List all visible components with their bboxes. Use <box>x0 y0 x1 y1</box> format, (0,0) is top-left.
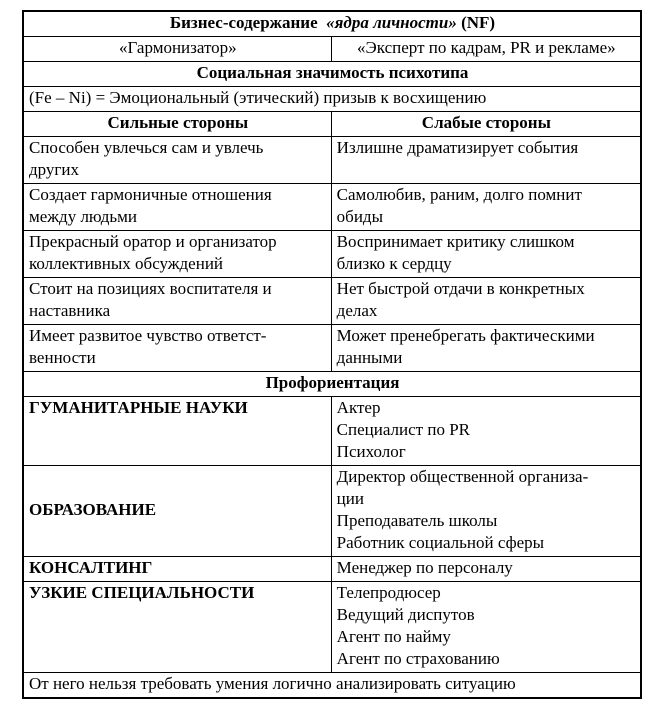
social-header: Социальная значимость психотипа <box>23 62 641 87</box>
footer-row <box>23 673 641 699</box>
title-suffix: (NF) <box>461 13 496 32</box>
trait-row <box>23 184 641 231</box>
job-item: ции <box>336 489 364 508</box>
trait-line: наставника <box>29 301 111 320</box>
columns-header-row <box>23 112 641 137</box>
trait-line: Может пренебрегать фактическими <box>336 326 595 345</box>
weak-trait <box>331 184 641 231</box>
social-text: (Fe – Ni) = Эмоциональный (этический) призыв к восхищению <box>23 87 641 112</box>
title-prefix: Бизнес-содержание <box>169 13 318 32</box>
career-jobs <box>331 466 641 557</box>
title-row <box>23 11 641 37</box>
job-item: Агент по найму <box>336 627 451 646</box>
trait-line: данными <box>336 348 403 367</box>
table-title <box>23 11 641 37</box>
trait-line: других <box>29 160 79 179</box>
trait-line: делах <box>336 301 378 320</box>
career-area: ОБРАЗОВАНИЕ <box>23 466 331 557</box>
document <box>22 10 642 699</box>
career-jobs <box>331 557 641 582</box>
career-jobs <box>331 582 641 673</box>
social-header-row <box>23 62 641 87</box>
role-left: «Гармонизатор» <box>23 37 331 62</box>
strong-trait <box>23 184 331 231</box>
trait-row <box>23 325 641 372</box>
weak-trait <box>331 325 641 372</box>
job-item: Преподаватель школы <box>336 511 498 530</box>
trait-line: Стоит на позициях воспитателя и <box>29 279 272 298</box>
footer-note: От него нельзя требовать умения логично анализировать ситуацию <box>23 673 641 699</box>
career-jobs <box>331 397 641 466</box>
strong-header: Сильные стороны <box>23 112 331 137</box>
strong-trait <box>23 137 331 184</box>
trait-row <box>23 137 641 184</box>
trait-line: между людьми <box>29 207 138 226</box>
job-item: Специалист по PR <box>336 420 470 439</box>
weak-trait <box>331 278 641 325</box>
trait-line: Воспринимает критику слишком <box>336 232 575 251</box>
strong-trait <box>23 231 331 278</box>
social-text-row <box>23 87 641 112</box>
trait-line: обиды <box>336 207 383 226</box>
trait-line: близко к сердцу <box>336 254 452 273</box>
trait-line: Излишне драматизирует события <box>336 138 579 157</box>
trait-line: Прекрасный оратор и организатор <box>29 232 277 251</box>
trait-line: Имеет развитое чувство ответст- <box>29 326 267 345</box>
job-item: Директор общественной организа- <box>336 467 589 486</box>
trait-line: венности <box>29 348 96 367</box>
career-row <box>23 397 641 466</box>
trait-row <box>23 231 641 278</box>
job-item: Менеджер по персоналу <box>336 558 513 577</box>
job-item: Психолог <box>336 442 406 461</box>
job-item: Агент по страхованию <box>336 649 500 668</box>
title-italic: «ядра личности» <box>326 13 457 32</box>
role-right: «Эксперт по кадрам, PR и рекламе» <box>331 37 641 62</box>
trait-line: Самолюбив, раним, долго помнит <box>336 185 582 204</box>
strong-trait <box>23 325 331 372</box>
trait-line: коллективных обсуждений <box>29 254 224 273</box>
trait-line: Нет быстрой отдачи в конкретных <box>336 279 585 298</box>
weak-trait <box>331 231 641 278</box>
career-header-row <box>23 372 641 397</box>
trait-line: Создает гармоничные отношения <box>29 185 272 204</box>
career-area: ГУМАНИТАРНЫЕ НАУКИ <box>23 397 331 466</box>
job-item: Телепродюсер <box>336 583 441 602</box>
career-row <box>23 582 641 673</box>
psychotype-table <box>22 10 642 699</box>
roles-row <box>23 37 641 62</box>
strong-trait <box>23 278 331 325</box>
career-row <box>23 557 641 582</box>
career-area: КОНСАЛТИНГ <box>23 557 331 582</box>
job-item: Работник социальной сферы <box>336 533 545 552</box>
weak-trait <box>331 137 641 184</box>
career-area: УЗКИЕ СПЕЦИАЛЬНОСТИ <box>23 582 331 673</box>
career-row <box>23 466 641 557</box>
weak-header: Слабые стороны <box>331 112 641 137</box>
trait-line: Способен увлечься сам и увлечь <box>29 138 264 157</box>
job-item: Актер <box>336 398 381 417</box>
trait-row <box>23 278 641 325</box>
career-header: Профориентация <box>23 372 641 397</box>
job-item: Ведущий диспутов <box>336 605 475 624</box>
